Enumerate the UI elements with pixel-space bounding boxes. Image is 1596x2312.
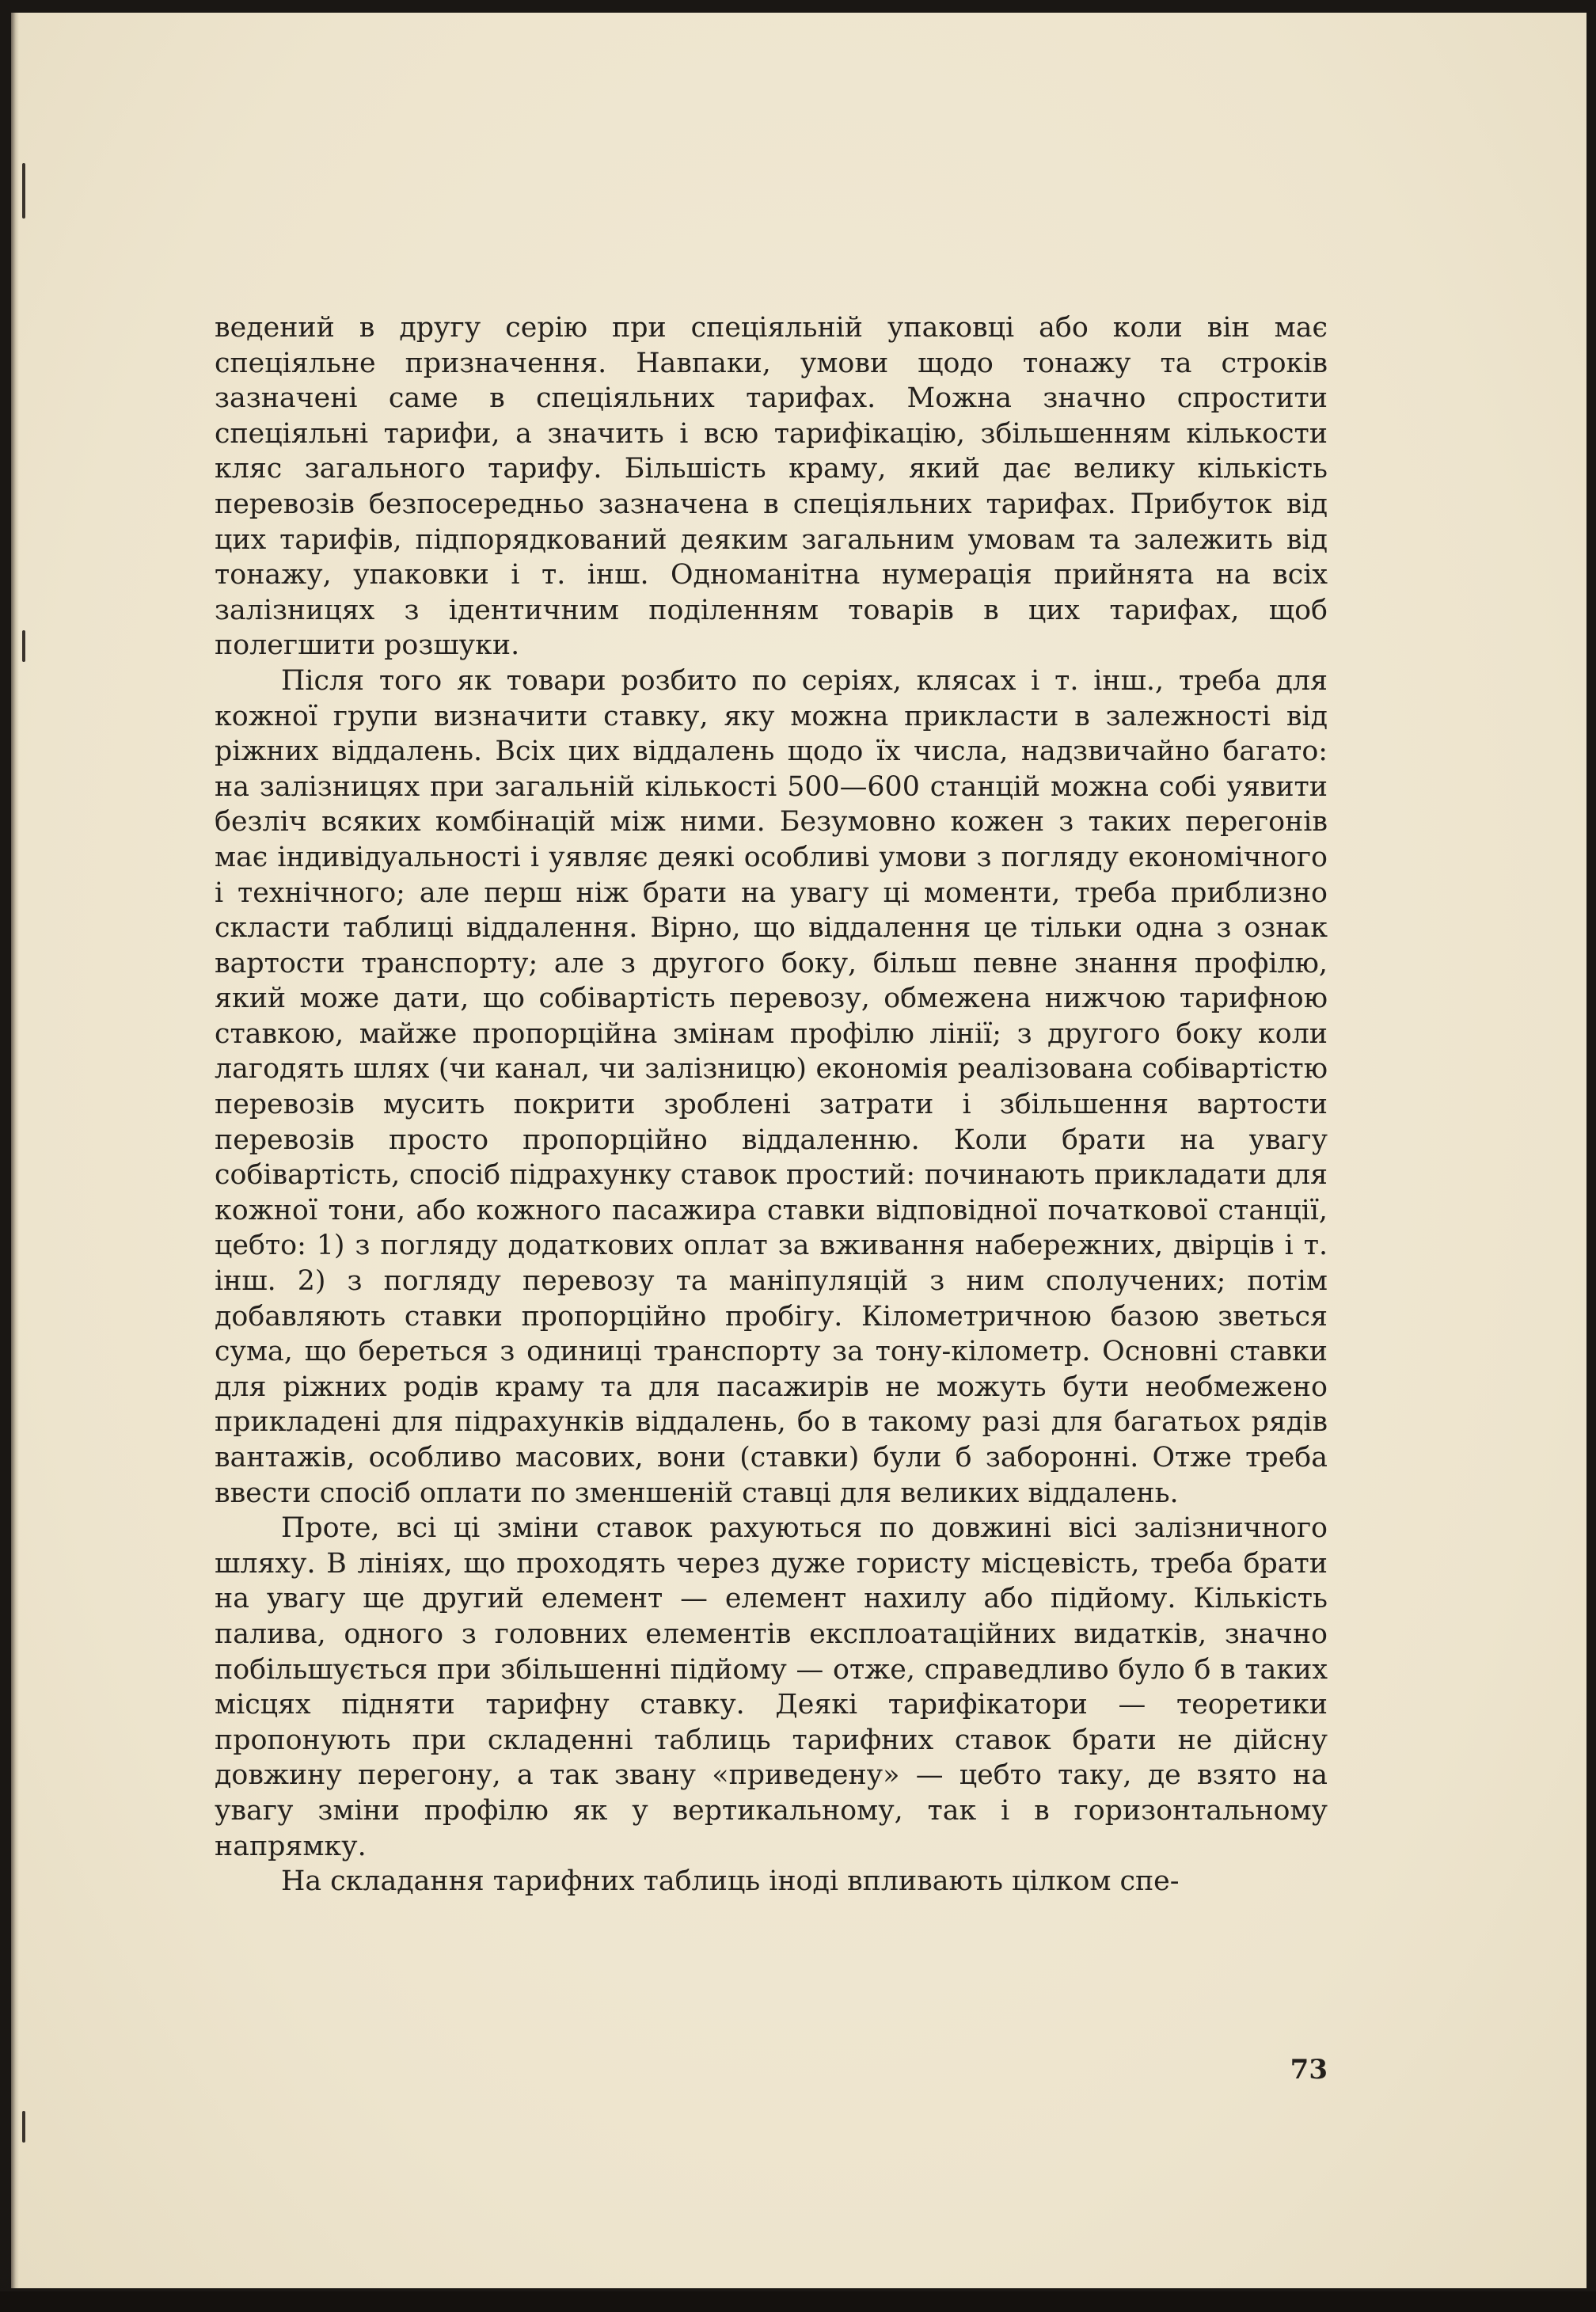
scan-bottom-border [0, 2291, 1596, 2312]
binding-edge [11, 13, 19, 2288]
binding-mark [22, 2111, 25, 2143]
binding-mark [22, 630, 25, 662]
paragraph: Після того як товари розбито по серіях, клясах і т. інш., треба для кожної групи визначити ставку, яку можна прикласти в залежності від ріжних віддалень. Всіх цих віддалень щодо їх числа, надзвичайно багато: на залізницях при загальній кількості 500—600 станцій можна собі уявити безліч всяких комбінацій між ними. Безумовно кожен з таких перегонів має індивідуальності і уявляє деякі особливі умови з погляду економічного і технічного; але перш ніж брати на увагу ці моменти, треба приблизно скласти таблиці віддалення. Вірно, що віддалення це тільки одна з ознак вартости транспорту; але з другого боку, більш певне знання профілю, який може дати, що собівартість перевозу, обмежена нижчою тарифною ставкою, майже пропорційна змінам профілю лінії; з другого боку коли лагодять шлях (чи канал, чи залізницю) економія реалізована собівартістю перевозів мусить покрити зроблені затрати і збільшення вартости перевозів просто пропорційно віддаленню. Коли брати на увагу собівартість, спосіб підрахунку ставок простий: починають прикладати для кожної тони, або кожного пасажира ставки відповідної початкової станції, цебто: 1) з погляду додаткових оплат за вживання набережних, двірців і т. інш. 2) з погляду перевозу та маніпуляцій з ним сполучених; потім добавляють ставки пропорційно пробігу. Кілометричною базою зветься сума, що береться з одиниці транспорту за тону-кілометр. Основні ставки для ріжних родів краму та для пасажирів не можуть бути необмежено прикладені для підрахунків віддалень, бо в такому разі для багатьох рядів вантажів, особливо масових, вони (ставки) були б заборонні. Отже треба ввести спосіб оплати по зменшеній ставці для великих віддалень. [215, 664, 1328, 1509]
scanned-page [11, 13, 1586, 2288]
binding-mark [22, 163, 25, 219]
paragraph: На складання тарифних таблиць іноді впливають цілком спе- [281, 1865, 1180, 1898]
paragraph: Проте, всі ці зміни ставок рахуються по довжині вісі залізничного шляху. В лініях, що проходять через дуже гористу місцевість, треба брати на увагу ще другий елемент — елемент нахилу або підйому. Кількість палива, одного з головних елементів експлоатаційних видатків, значно побільшується при збільшенні підйому — отже, справедливо було б в таких місцях підняти тарифну ставку. Деякі тарифікатори — теоретики пропонують при складенні таблиць тарифних ставок брати не дійсну довжину перегону, а так звану «приведену» — цебто таку, де взято на увагу зміни профілю як у вертикальному, так і в горизонтальному напрямку. [215, 1512, 1328, 1862]
paragraph: ведений в другу серію при спеціяльній упаковці або коли він має спеціяльне призначення. Навпаки, умови щодо тонажу та строків зазначені саме в спеціяльних тарифах. Можна значно спростити спеціяльні тарифи, а значить і всю тарифікацію, збільшенням кількости кляс загального тарифу. Більшість краму, який дає велику кількість перевозів безпосередньо зазначена в спеціяльних тарифах. Прибуток від цих тарифів, підпорядкований деяким загальним умовам та залежить від тонажу, упаковки і т. інш. Одноманітна нумерація прийнята на всіх залізницях з ідентичним поділенням товарів в цих тарифах, щоб полегшити розшуки. [215, 312, 1328, 662]
page-number: 73 [1290, 2054, 1328, 2086]
body-text [215, 310, 1328, 1899]
